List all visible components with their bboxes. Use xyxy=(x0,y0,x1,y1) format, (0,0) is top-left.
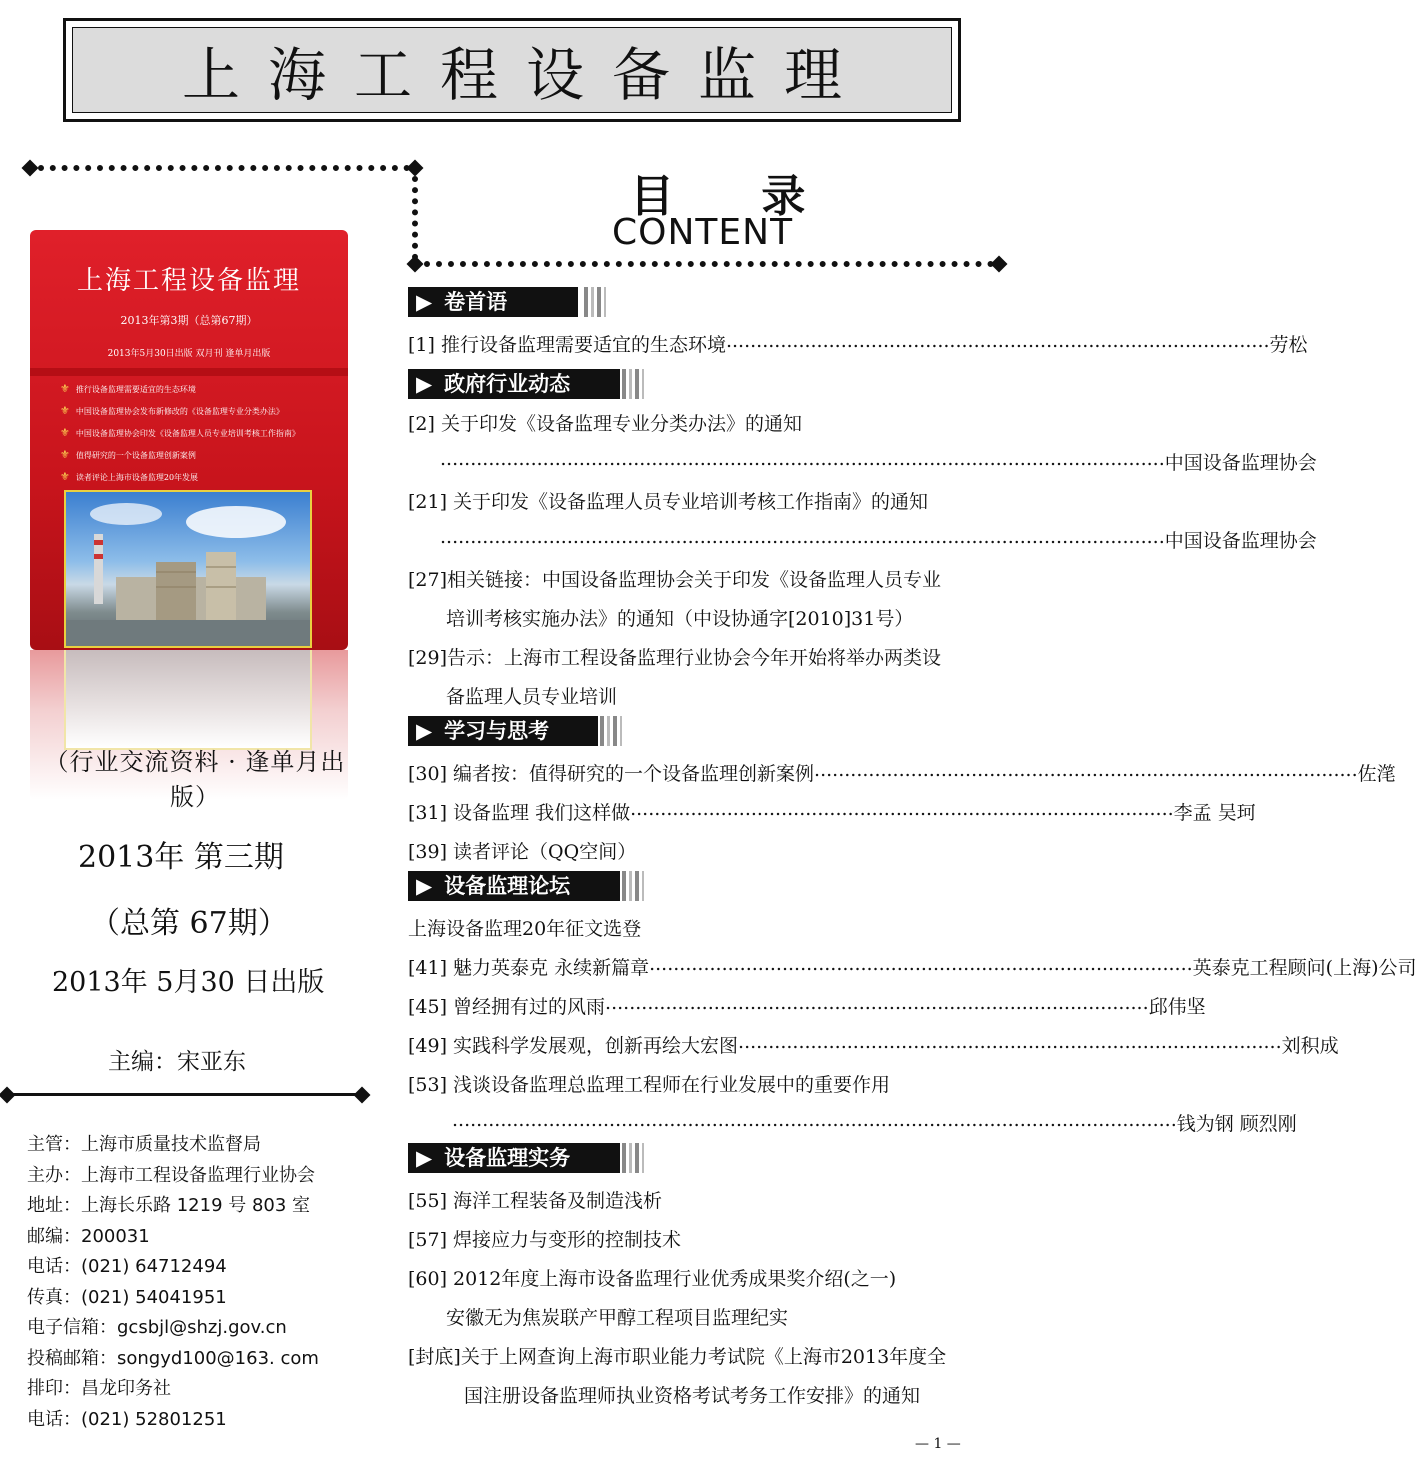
cover-title: 上海工程设备监理 xyxy=(76,266,301,296)
play-arrow-icon: ▶ xyxy=(416,874,433,898)
toc-entry-author: ........................................................................................................................ 中国设备监理协会 xyxy=(440,448,1317,474)
toc-entry[interactable]: [2] 关于印发《设备监理专业分类办法》的通知 xyxy=(408,413,802,435)
info-line: 邮编：200031 xyxy=(27,1225,150,1247)
toc-entry-continued[interactable]: 安徽无为焦炭联产甲醇工程项目监理纪实 xyxy=(446,1307,789,1329)
toc-heading: 目 录 xyxy=(630,171,842,222)
info-line: 传真：(021) 54041951 xyxy=(27,1286,227,1308)
diamond-ornament-icon xyxy=(407,256,424,273)
fleur-icon: ⚜ xyxy=(60,404,70,417)
cover-bullet: ⚜ 值得研究的一个设备监理创新案例 xyxy=(60,448,196,461)
toc-entry[interactable]: [29]告示：上海市工程设备监理行业协会今年开始将举办两类设 xyxy=(408,647,942,669)
toc-entry-continued[interactable]: 培训考核实施办法》的通知（中设协通字[2010]31号） xyxy=(446,608,914,630)
toc-entry[interactable]: [39] 读者评论（QQ空间） xyxy=(408,841,637,863)
fleur-icon: ⚜ xyxy=(60,382,70,395)
masthead xyxy=(63,18,961,122)
diamond-ornament-icon xyxy=(354,1087,371,1104)
cover-caption: （行业交流资料 · 逢单月出版） xyxy=(44,748,346,811)
toc-entry[interactable]: [21] 关于印发《设备监理人员专业培训考核工作指南》的通知 xyxy=(408,491,929,513)
industrial-plant-photo xyxy=(64,490,312,648)
cover-bullet: ⚜ 读者评论上海市设备监理20年发展 xyxy=(60,470,199,483)
fleur-icon: ⚜ xyxy=(60,426,70,439)
diamond-ornament-icon xyxy=(991,256,1008,273)
toc-entry-author: ........................................................................................................................ 钱为钢 顾烈刚 xyxy=(452,1109,1297,1135)
forum-intro: 上海设备监理20年征文选登 xyxy=(408,918,642,940)
dotted-rule xyxy=(424,261,994,267)
cover-bullet: ⚜ 中国设备监理协会印发《设备监理人员专业培训考核工作指南》 xyxy=(60,426,300,439)
diamond-ornament-icon xyxy=(22,160,39,177)
cover-band xyxy=(30,368,348,376)
play-arrow-icon: ▶ xyxy=(416,1146,433,1170)
toc-entry[interactable]: [55] 海洋工程装备及制造浅析 xyxy=(408,1190,663,1212)
info-line: 电话：(021) 64712494 xyxy=(27,1256,227,1277)
info-line[interactable]: 投稿邮箱：songyd100@163. com xyxy=(27,1347,319,1369)
toc-entry[interactable]: [53] 浅谈设备监理总监理工程师在行业发展中的重要作用 xyxy=(408,1074,891,1096)
toc-subheading: CONTENT xyxy=(612,212,794,253)
cover-bullet: ⚜ 中国设备监理协会发布新修改的《设备监理专业分类办法》 xyxy=(60,404,284,417)
publisher-info xyxy=(27,1130,319,1435)
dotted-rule xyxy=(38,165,410,171)
toc-entry[interactable]: [30] 编者按：值得研究的一个设备监理创新案例 .......................................................................................... 佐滗 xyxy=(408,759,1396,785)
toc-entry[interactable]: [41] 魅力英泰克 永续新篇章 .......................................................................................... 英泰克工程顾问(上海)公司 xyxy=(408,953,1416,979)
page-number: — 1 — xyxy=(915,1436,961,1452)
editor-in-chief: 主编：宋亚东 xyxy=(108,1049,246,1075)
play-arrow-icon: ▶ xyxy=(416,290,433,314)
issue-date: 2013年 5月30 日出版 xyxy=(52,967,325,998)
info-line: 主管：上海市质量技术监督局 xyxy=(27,1134,261,1155)
info-line: 电话：(021) 52801251 xyxy=(27,1408,227,1430)
cover-image xyxy=(30,230,348,650)
journal-title: 上海工程设备监理 xyxy=(181,41,870,109)
toc-entry[interactable]: [60] 2012年度上海市设备监理行业优秀成果奖介绍(之一) xyxy=(408,1268,897,1290)
cover-issue: 2013年第3期（总第67期） xyxy=(120,314,258,327)
fleur-icon: ⚜ xyxy=(60,470,70,483)
toc-entry-continued[interactable]: 备监理人员专业培训 xyxy=(446,686,618,708)
cover-date-line: 2013年5月30日出版 双月刊 逢单月出版 xyxy=(107,349,271,359)
play-arrow-icon: ▶ xyxy=(416,719,433,743)
toc-entry[interactable]: [45] 曾经拥有过的风雨 .......................................................................................... 邱伟坚 xyxy=(408,992,1206,1018)
dotted-rule-vertical xyxy=(412,176,418,260)
toc-entry[interactable]: [1] 推行设备监理需要适宜的生态环境 .......................................................................................... 劳松 xyxy=(408,330,1308,356)
info-line: 地址：上海长乐路 1219 号 803 室 xyxy=(27,1195,311,1216)
issue-total: （总第 67期） xyxy=(90,906,288,941)
divider-rule xyxy=(10,1093,362,1096)
toc-entry[interactable]: [57] 焊接应力与变形的控制技术 xyxy=(408,1229,682,1251)
diamond-ornament-icon xyxy=(407,160,424,177)
toc-entry-author: ........................................................................................................................ 中国设备监理协会 xyxy=(440,526,1317,552)
toc-entry[interactable]: [31] 设备监理 我们这样做 .......................................................................................... 李孟 吴珂 xyxy=(408,798,1256,824)
cover-bullet-list xyxy=(60,378,300,488)
info-line[interactable]: 电子信箱：gcsbjl@shzj.gov.cn xyxy=(27,1317,287,1338)
issue-year: 2013年 第三期 xyxy=(78,840,284,875)
cover-bullet: ⚜ 推行设备监理需要适宜的生态环境 xyxy=(60,382,196,395)
toc-entry-continued[interactable]: 国注册设备监理师执业资格考试考务工作安排》的通知 xyxy=(464,1385,921,1407)
play-arrow-icon: ▶ xyxy=(416,372,433,396)
toc-entry[interactable]: [27]相关链接：中国设备监理协会关于印发《设备监理人员专业 xyxy=(408,569,942,591)
toc-entry[interactable]: [封底]关于上网查询上海市职业能力考试院《上海市2013年度全 xyxy=(408,1346,947,1368)
info-line: 排印：昌龙印务社 xyxy=(27,1378,171,1399)
toc-entry[interactable]: [49] 实践科学发展观，创新再绘大宏图 .......................................................................................... 刘积成 xyxy=(408,1031,1339,1057)
fleur-icon: ⚜ xyxy=(60,448,70,461)
info-line: 主办：上海市工程设备监理行业协会 xyxy=(27,1164,315,1186)
